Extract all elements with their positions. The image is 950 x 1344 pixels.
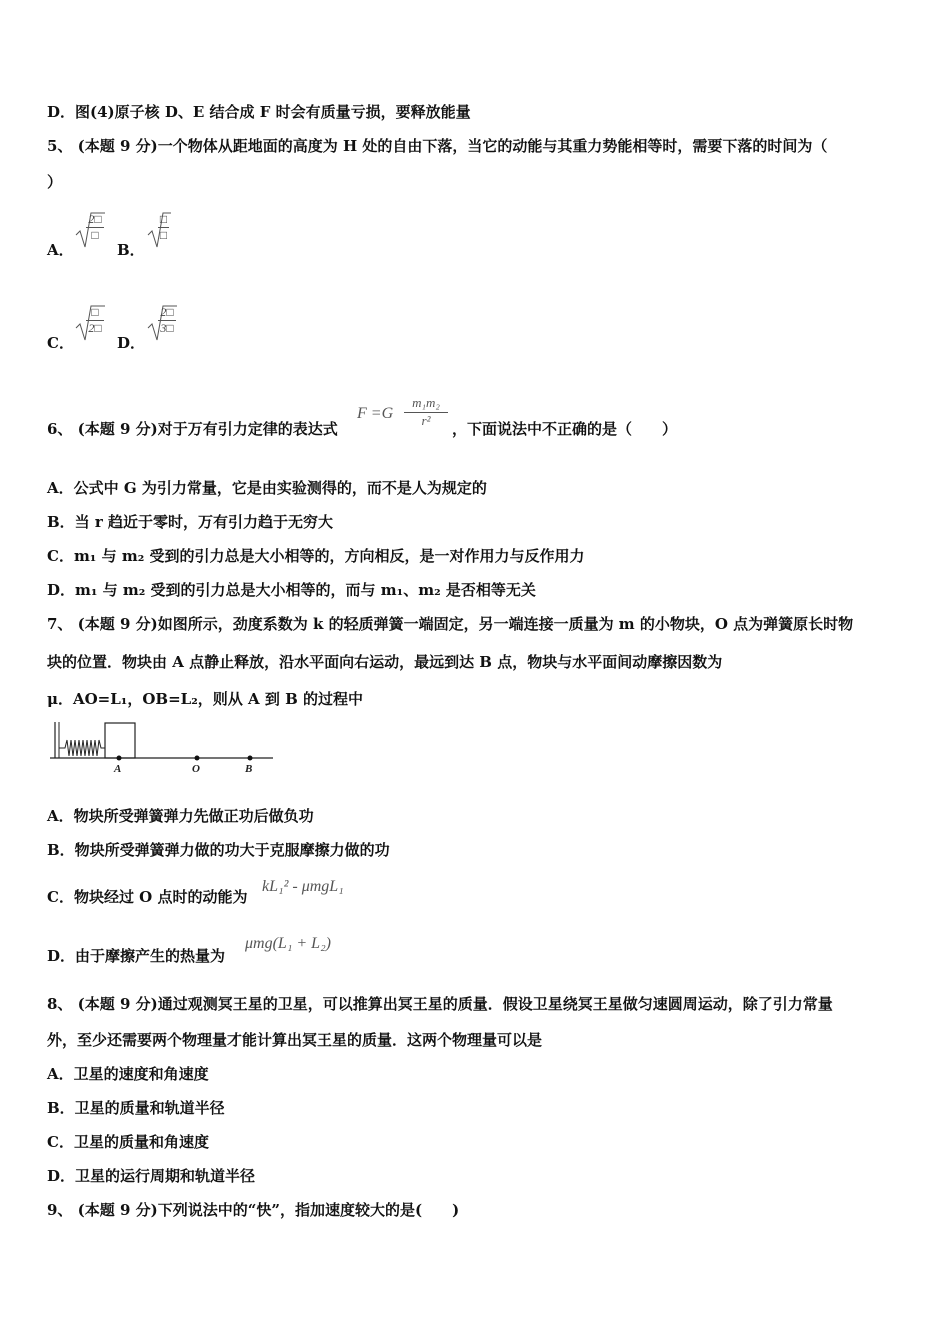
q6-formula-numerator: m₁m₂ [412, 395, 440, 410]
block [105, 723, 135, 758]
q8-option-c: C．卫星的质量和角速度 [47, 1133, 209, 1151]
q8-option-d: D．卫星的运行周期和轨道半径 [47, 1167, 256, 1185]
q6-stem-pre: 6、 (本题 9 分)对于万有引力定律的表达式 [47, 420, 338, 438]
q7-option-d: D．由于摩擦产生的热量为 [47, 947, 226, 965]
point-b-dot [248, 756, 253, 761]
label-b: B [245, 763, 253, 775]
q7-option-c-formula: kL₁² - μmgL₁ [262, 878, 344, 895]
q5-d-denominator: 3□ [158, 320, 176, 336]
point-o-dot [195, 756, 200, 761]
q6-formula-lhs: F =G [357, 405, 394, 422]
q6-option-b: B．当 r 趋近于零时，万有引力趋于无穷大 [47, 513, 334, 531]
q8-option-b: B．卫星的质量和轨道半径 [47, 1099, 225, 1117]
q6-option-c: C．m₁ 与 m₂ 受到的引力总是大小相等的，方向相反，是一对作用力与反作用力 [47, 547, 585, 565]
q7-stem-line1: 7、 (本题 9 分)如图所示，劲度系数为 k 的轻质弹簧一端固定，另一端连接一质量为 m 的小物块，O 点为弹簧原长时物 [47, 615, 854, 633]
q5-b-numerator: □ [159, 212, 168, 226]
q9-stem-line1: 9、 (本题 9 分)下列说法中的“快”，指加速度较大的是( ) [47, 1201, 460, 1219]
q5-option-d-label: D． [117, 334, 146, 352]
q5-b-denominator: □ [159, 228, 168, 242]
q5-c-numerator: □ [91, 305, 99, 319]
spring-block-diagram [45, 718, 280, 778]
q5-a-numerator: 2□ [88, 212, 102, 226]
q6-stem-post: ，下面说法中不正确的是（ ） [452, 420, 678, 438]
q5-d-fraction [158, 305, 176, 336]
q6-formula-denominator: r² [404, 412, 448, 429]
q5-c-denominator: 2□ [86, 320, 104, 336]
q6-option-a: A．公式中 G 为引力常量，它是由实验测得的，而不是人为规定的 [47, 479, 487, 497]
q5-b-fraction [158, 212, 169, 243]
q8-stem-line2: 外，至少还需要两个物理量才能计算出冥王星的质量．这两个物理量可以是 [47, 1031, 543, 1049]
q7-stem-line3: μ．AO=L₁，OB=L₂，则从 A 到 B 的过程中 [47, 690, 364, 708]
q5-a-fraction [86, 212, 104, 243]
q7-option-c: C．物块经过 O 点时的动能为 [47, 888, 248, 906]
q7-option-b: B．物块所受弹簧弹力做的功大于克服摩擦力做的功 [47, 841, 390, 859]
q4-option-d: D．图(4)原子核 D、E 结合成 F 时会有质量亏损，要释放能量 [47, 103, 471, 121]
q5-option-a-label: A． [47, 241, 74, 259]
q8-stem-line1: 8、 (本题 9 分)通过观测冥王星的卫星，可以推算出冥王星的质量．假设卫星绕冥王星做匀速圆周运动，除了引力常量 [47, 995, 833, 1013]
q8-option-a: A．卫星的速度和角速度 [47, 1065, 209, 1083]
q5-option-c-label: C． [47, 334, 74, 352]
q7-stem-line2: 块的位置．物块由 A 点静止释放，沿水平面向右运动，最远到达 B 点，物块与水平面间动摩擦因数为 [47, 653, 723, 671]
q6-option-d: D．m₁ 与 m₂ 受到的引力总是大小相等的，而与 m₁、m₂ 是否相等无关 [47, 581, 536, 599]
label-o: O [192, 763, 200, 775]
q5-c-fraction [86, 305, 104, 336]
spring-coil-icon [59, 740, 105, 756]
point-a-dot [117, 756, 122, 761]
q5-stem-line1: 5、 (本题 9 分)一个物体从距地面的高度为 H 处的自由下落，当它的动能与其重力势能相等时，需要下落的时间为（ [47, 137, 828, 155]
q6-formula-fraction [404, 395, 448, 429]
q5-stem-line2: ） [47, 173, 63, 191]
q7-option-a: A．物块所受弹簧弹力先做正功后做负功 [47, 807, 314, 825]
q5-option-b-label: B． [117, 241, 145, 259]
q5-d-numerator: 2□ [160, 305, 174, 319]
label-a: A [114, 763, 122, 775]
q5-a-denominator: □ [86, 227, 104, 243]
q7-option-d-formula: μmg(L₁ + L₂) [245, 935, 331, 952]
